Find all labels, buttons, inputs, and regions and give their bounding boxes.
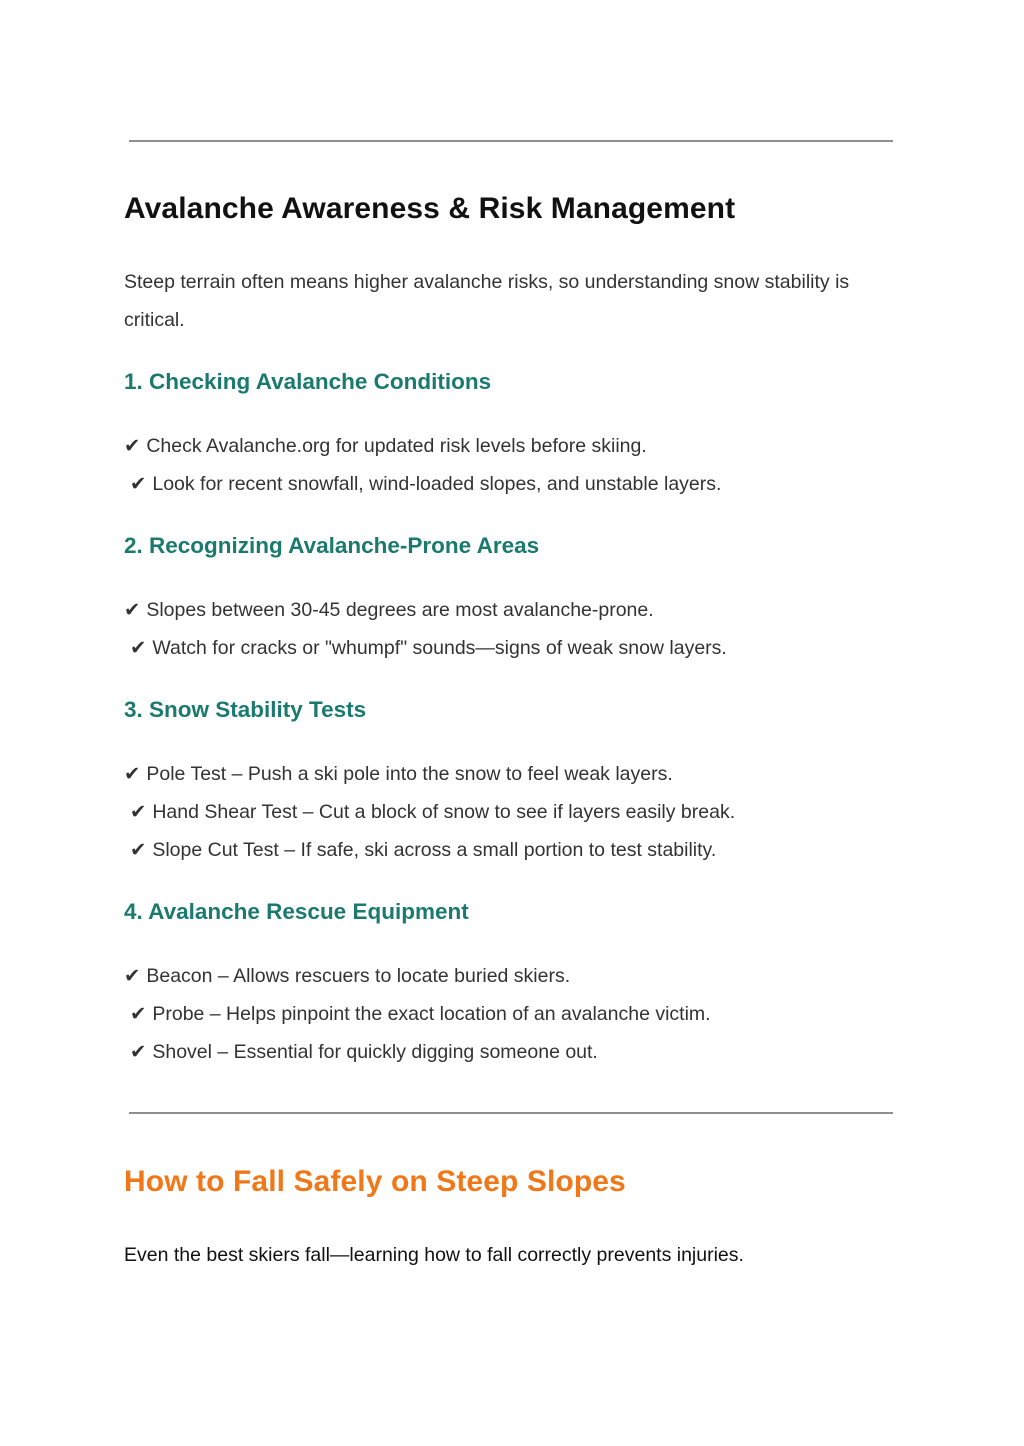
subsection-heading-1: 1. Checking Avalanche Conditions (124, 369, 492, 394)
checkmark-icon: ✔ (130, 839, 147, 861)
section-title: Avalanche Awareness & Risk Management (124, 192, 736, 225)
list-item: ✔ Probe – Helps pinpoint the exact location of an avalanche victim. (130, 1003, 711, 1025)
list-item: ✔ Slope Cut Test – If safe, ski across a small portion to test stability. (130, 839, 717, 861)
checkmark-icon: ✔ (124, 599, 141, 621)
checkmark-icon: ✔ (130, 1041, 147, 1063)
list-item: ✔ Check Avalanche.org for updated risk levels before skiing. (124, 435, 647, 457)
list-item: ✔ Beacon – Allows rescuers to locate buried skiers. (124, 965, 571, 987)
checkmark-icon: ✔ (130, 801, 147, 823)
list-item: ✔ Shovel – Essential for quickly digging someone out. (130, 1041, 598, 1063)
checkmark-icon: ✔ (130, 473, 147, 495)
checkmark-icon: ✔ (124, 435, 141, 457)
checkmark-icon: ✔ (124, 763, 141, 785)
list-item: ✔ Slopes between 30-45 degrees are most avalanche-prone. (124, 599, 654, 621)
subsection-heading-4: 4. Avalanche Rescue Equipment (124, 899, 469, 924)
section-divider (129, 1112, 893, 1114)
section-title-fall-safely: How to Fall Safely on Steep Slopes (124, 1165, 626, 1198)
checkmark-icon: ✔ (124, 965, 141, 987)
checkmark-icon: ✔ (130, 637, 147, 659)
subsection-heading-2: 2. Recognizing Avalanche-Prone Areas (124, 533, 540, 558)
list-item: ✔ Look for recent snowfall, wind-loaded slopes, and unstable layers. (130, 473, 722, 495)
list-item: ✔ Pole Test – Push a ski pole into the snow to feel weak layers. (124, 763, 673, 785)
list-item: ✔ Hand Shear Test – Cut a block of snow to see if layers easily break. (130, 801, 736, 823)
section-intro: Steep terrain often means higher avalanche risks, so understanding snow stability is critical. (124, 271, 850, 331)
top-divider (129, 140, 893, 142)
subsection-heading-3: 3. Snow Stability Tests (124, 697, 367, 722)
section-intro-fall-safely: Even the best skiers fall—learning how to fall correctly prevents injuries. (124, 1244, 744, 1266)
list-item: ✔ Watch for cracks or "whumpf" sounds—signs of weak snow layers. (130, 637, 727, 659)
checkmark-icon: ✔ (130, 1003, 147, 1025)
